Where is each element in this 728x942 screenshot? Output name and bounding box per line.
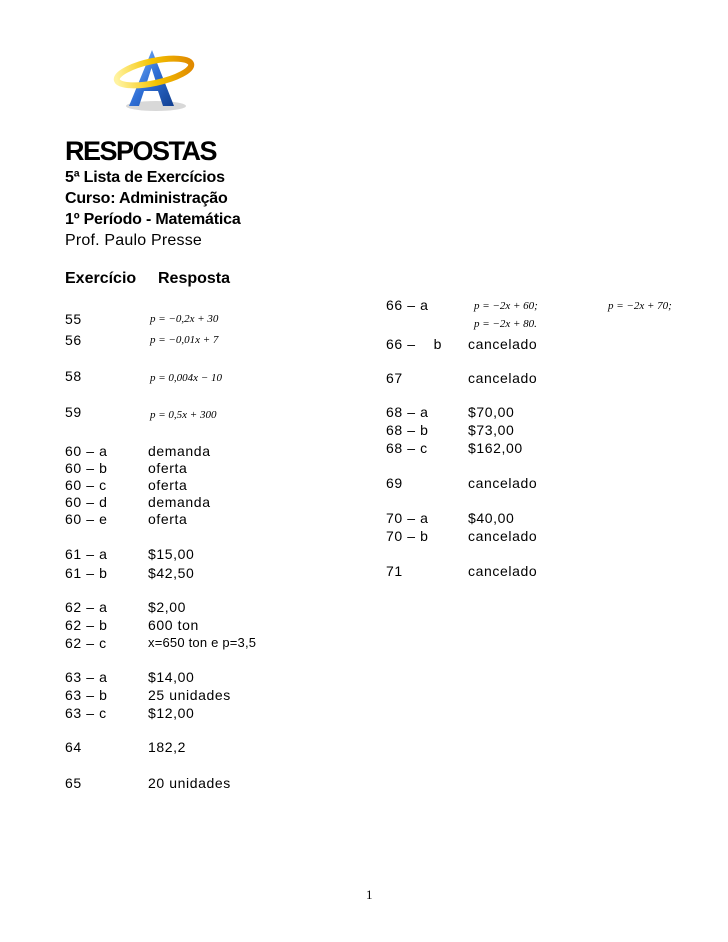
answer-text: 20 unidades (148, 775, 231, 791)
answer-equation: p = 0,5x + 300 (150, 409, 217, 421)
exercise-number: 68 – b (386, 422, 429, 438)
answer-text: oferta (148, 460, 188, 476)
answer-text: oferta (148, 511, 188, 527)
answer-text: $12,00 (148, 705, 195, 721)
answer-text: demanda (148, 443, 211, 459)
exercise-number: 60 – d (65, 494, 108, 510)
answer-text: cancelado (468, 370, 538, 386)
answer-text: cancelado (468, 475, 538, 491)
exercise-number: 60 – c (65, 477, 107, 493)
page-title: RESPOSTAS (65, 136, 217, 166)
answer-text: x=650 ton e p=3,5 (148, 635, 257, 650)
exercise-number: 66 – a (386, 297, 429, 313)
answer-text: $42,50 (148, 565, 195, 581)
answer-text: oferta (148, 477, 188, 493)
exercise-number: 62 – a (65, 599, 108, 615)
course-line: Curso: Administração (65, 190, 228, 207)
professor-line: Prof. Paulo Presse (65, 232, 202, 249)
exercise-number: 63 – a (65, 669, 108, 685)
period-line: 1º Período - Matemática (65, 211, 241, 228)
column-header-answer: Resposta (158, 270, 231, 287)
answer-equation: p = −2x + 60; (474, 300, 538, 312)
answer-text: $162,00 (468, 440, 523, 456)
answer-text: cancelado (468, 336, 538, 352)
answer-equation: p = −2x + 70; (608, 300, 672, 312)
answer-equation: p = −2x + 80. (474, 318, 537, 330)
list-subtitle: 5ª Lista de Exercícios (65, 169, 225, 186)
answer-text: $73,00 (468, 422, 515, 438)
answer-text: demanda (148, 494, 211, 510)
answer-text: $15,00 (148, 546, 195, 562)
exercise-number: 62 – b (65, 617, 108, 633)
answer-text: $40,00 (468, 510, 515, 526)
exercise-number: 60 – a (65, 443, 108, 459)
exercise-number: 64 (65, 739, 82, 755)
exercise-number: 60 – e (65, 511, 108, 527)
exercise-number: 71 (386, 563, 403, 579)
exercise-number: 65 (65, 775, 82, 791)
answer-text: 25 unidades (148, 687, 231, 703)
answer-text: cancelado (468, 563, 538, 579)
answer-equation: p = −0,01x + 7 (150, 334, 219, 346)
answer-text: $70,00 (468, 404, 515, 420)
exercise-number: 68 – c (386, 440, 428, 456)
answer-equation: p = −0,2x + 30 (150, 313, 219, 325)
exercise-number: 61 – a (65, 546, 108, 562)
exercise-number: 66 – b (386, 336, 442, 352)
answer-text: $2,00 (148, 599, 187, 615)
answer-text: cancelado (468, 528, 538, 544)
answer-text: 600 ton (148, 617, 199, 633)
exercise-number: 58 (65, 368, 82, 384)
answer-equation: p = 0,004x − 10 (150, 372, 222, 384)
exercise-number: 55 (65, 311, 82, 327)
exercise-number: 63 – b (65, 687, 108, 703)
exercise-number: 63 – c (65, 705, 107, 721)
exercise-number: 69 (386, 475, 403, 491)
exercise-number: 56 (65, 332, 82, 348)
exercise-number: 67 (386, 370, 403, 386)
exercise-number: 59 (65, 404, 82, 420)
column-header-exercise: Exercício (65, 270, 137, 287)
answer-text: 182,2 (148, 739, 187, 755)
exercise-number: 70 – a (386, 510, 429, 526)
exercise-number: 61 – b (65, 565, 108, 581)
logo (112, 44, 198, 114)
answer-text: $14,00 (148, 669, 195, 685)
exercise-number: 68 – a (386, 404, 429, 420)
exercise-number: 60 – b (65, 460, 108, 476)
exercise-number: 62 – c (65, 635, 107, 651)
letter-a-ring-logo-icon (112, 44, 198, 114)
page-number: 1 (366, 887, 373, 902)
exercise-number: 70 – b (386, 528, 429, 544)
